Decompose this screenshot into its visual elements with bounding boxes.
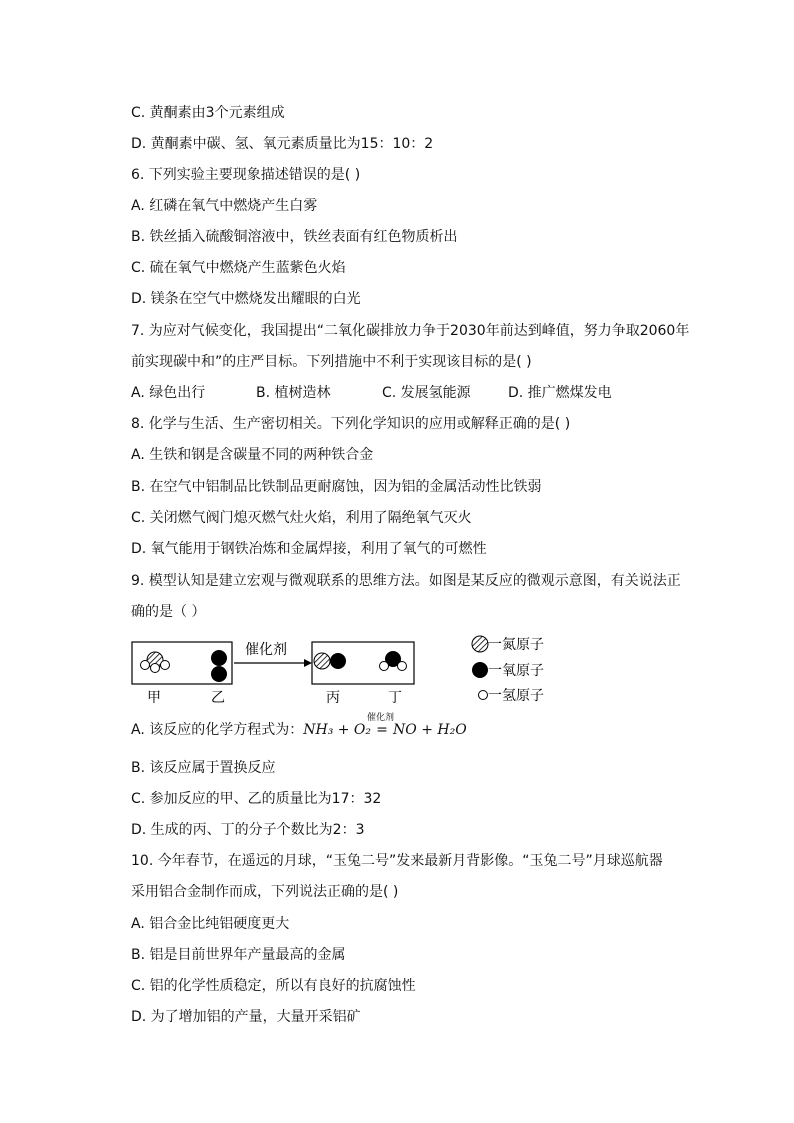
q8-stem: 8. 化学与生活、生产密切相关。下列化学知识的应用或解释正确的是( ) — [131, 416, 571, 432]
legend-oxygen: 一氧原子 — [488, 663, 544, 679]
q7-option-d: D. 推广燃煤发电 — [508, 385, 612, 401]
equation-products: NO + H₂O — [393, 722, 467, 738]
hydrogen-atom — [380, 662, 389, 671]
equation-catalyst: 催化剂 — [367, 713, 395, 723]
label-yi: 乙 — [211, 690, 225, 706]
q7-stem-line1: 7. 为应对气候变化，我国提出“二氧化碳排放力争于2030年前达到峰值，努力争取2060年 — [131, 323, 690, 339]
q9-option-a-prefix: A. 该反应的化学方程式为： — [131, 722, 304, 738]
q7-options-row — [131, 383, 691, 403]
q6-stem: 6. 下列实验主要现象描述错误的是( ) — [131, 167, 361, 183]
q10-option-d: D. 为了增加铝的产量，大量开采铝矿 — [131, 1009, 361, 1025]
q7-option-c: C. 发展氢能源 — [382, 385, 471, 401]
hydrogen-atom — [398, 662, 407, 671]
q9-option-c: C. 参加反应的甲、乙的质量比为17：32 — [131, 791, 382, 807]
q10-option-a: A. 铝合金比纯铝硬度更大 — [131, 916, 290, 932]
hydrogen-atom — [161, 661, 170, 670]
q8-option-b: B. 在空气中铝制品比铁制品更耐腐蚀，因为铝的金属活动性比铁弱 — [131, 479, 542, 495]
q9-stem-line1: 9. 模型认知是建立宏观与微观联系的思维方法。如图是某反应的微观示意图，有关说法正 — [131, 573, 681, 589]
label-ding: 丁 — [388, 690, 402, 706]
q9-option-d: D. 生成的丙、丁的分子个数比为2：3 — [131, 822, 365, 838]
catalyst-label: 催化剂 — [245, 642, 287, 658]
legend-hydrogen-icon — [479, 691, 488, 700]
q5-option-d: D. 黄酮素中碳、氢、氧元素质量比为15：10：2 — [131, 136, 434, 152]
q10-option-c: C. 铝的化学性质稳定，所以有良好的抗腐蚀性 — [131, 978, 416, 994]
q10-option-b: B. 铝是目前世界年产量最高的金属 — [131, 947, 346, 963]
q6-option-d: D. 镁条在空气中燃烧发出耀眼的白光 — [131, 291, 361, 307]
q7-option-b: B. 植树造林 — [256, 385, 331, 401]
q6-option-c: C. 硫在氧气中燃烧产生蓝紫色火焰 — [131, 260, 346, 276]
q7-option-a: A. 绿色出行 — [131, 385, 206, 401]
oxygen-atom — [330, 653, 346, 669]
q7-stem-line2: 前实现碳中和”的庄严目标。下列措施中不利于实现该目标的是( ) — [131, 354, 532, 370]
q9-option-a — [131, 713, 467, 740]
hydrogen-atom — [151, 664, 160, 673]
equation-equals: = — [376, 722, 388, 738]
q6-option-b: B. 铁丝插入硫酸铜溶液中，铁丝表面有红色物质析出 — [131, 229, 458, 245]
oxygen-atom — [211, 666, 227, 682]
q8-option-d: D. 氧气能用于钢铁冶炼和金属焊接，利用了氧气的可燃性 — [131, 541, 487, 557]
q10-stem-line1: 10. 今年春节，在遥远的月球，“玉兔二号”发来最新月背影像。“玉兔二号”月球巡航器 — [131, 853, 663, 869]
q8-option-c: C. 关闭燃气阀门熄灭燃气灶火焰，利用了隔绝氧气灭火 — [131, 510, 472, 526]
label-jia: 甲 — [147, 690, 161, 706]
q6-option-a: A. 红磷在氧气中燃烧产生白雾 — [131, 198, 318, 214]
equation-reactants: NH₃ + O₂ — [303, 722, 372, 738]
oxygen-atom — [211, 650, 227, 666]
q5-option-c: C. 黄酮素由3个元素组成 — [131, 105, 285, 121]
hydrogen-atom — [141, 661, 150, 670]
legend-nitrogen: 一氮原子 — [488, 637, 544, 653]
equation-arrow — [367, 713, 395, 740]
q8-option-a: A. 生铁和钢是含碳量不同的两种铁合金 — [131, 447, 374, 463]
legend-nitrogen-icon — [472, 636, 488, 652]
reaction-diagram — [128, 628, 568, 708]
q9-option-b: B. 该反应属于置换反应 — [131, 760, 276, 776]
nitrogen-atom — [314, 653, 330, 669]
legend-oxygen-icon — [472, 662, 488, 678]
label-bing: 丙 — [326, 690, 340, 706]
q10-stem-line2: 采用铝合金制作而成，下列说法正确的是( ) — [131, 884, 399, 900]
legend-hydrogen: 一氢原子 — [488, 688, 544, 704]
q9-stem-line2: 确的是（ ） — [131, 604, 206, 620]
